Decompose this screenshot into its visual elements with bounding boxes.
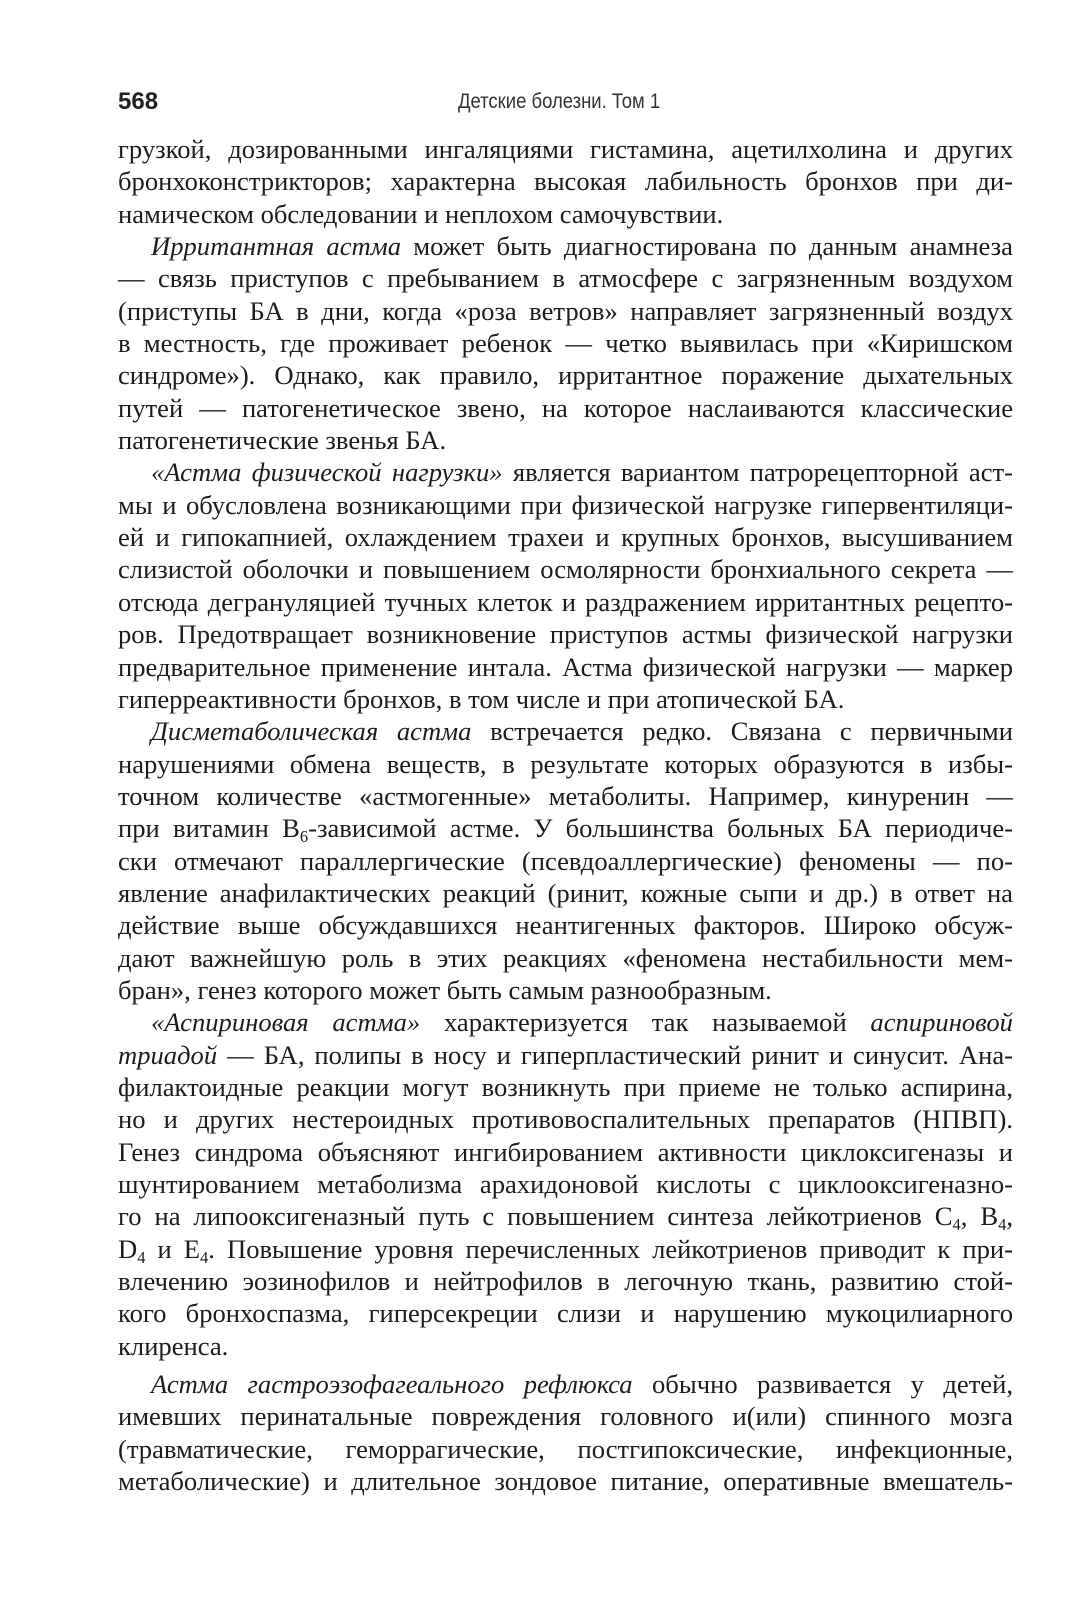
text-line: отсюда дегрануляцией тучных клеток и раздражением ирритантных рецепто- — [118, 586, 1013, 617]
page-header — [118, 88, 1013, 120]
text-line: ей и гипокапнией, охлаждением трахеи и крупных бронхов, высушиванием — [118, 522, 1013, 553]
text-line: (травматические, геморрагические, постгипоксические, инфекционные, — [118, 1433, 1013, 1464]
text-line: Дисметаболическая астма встречается редко. Связана с первичными — [151, 716, 1013, 747]
text-line: путей — патогенетическое звено, на которое наслаиваются классические — [118, 392, 1013, 423]
text-line: грузкой, дозированными ингаляциями гистамина, ацетилхолина и других — [118, 134, 1013, 164]
text-line: явление анафилактических реакций (ринит, кожные сыпи и др.) в ответ на — [118, 877, 1013, 908]
text-line: слизистой оболочки и повышением осмолярности бронхиального секрета — — [118, 554, 1013, 585]
text-line: дают важнейшую роль в этих реакциях «феномена нестабильности мем- — [118, 942, 1013, 973]
text-line: мы и обусловлена возникающими при физической нагрузке гипервентиляци- — [118, 489, 1013, 520]
text-line: действие выше обсуждавшихся неантигенных факторов. Широко обсуж- — [118, 910, 1013, 941]
text-line: патогенетические звенья БА. — [118, 425, 447, 456]
subscript: 4 — [200, 1247, 209, 1267]
subscript: 6 — [299, 827, 309, 847]
text-line: гиперреактивности бронхов, в том числе и при атопической БА. — [118, 683, 845, 714]
subscript: 4 — [952, 1215, 961, 1235]
text-line: кого бронхоспазма, гиперсекреции слизи и нарушению мукоцилиарного — [118, 1298, 1013, 1329]
text-line: Астма гастроэзофагеального рефлюкса обычно развивается у детей, — [151, 1369, 1013, 1400]
text-line: «Астма физической нагрузки» является вариантом патрорецепторной аст- — [151, 457, 1014, 488]
text-line: Ирритантная астма может быть диагностирована по данным анамнеза — [151, 231, 1013, 262]
text-line: $D_4$ и $Е_4$. Повышение уровня перечисленных лейкотриенов приводит к при- — [118, 1233, 1014, 1267]
text-line: при витамин $В_6$-зависимой астме. У большинства больных БА периодиче- — [118, 813, 1013, 847]
text-line: синдроме»). Однако, как правило, ирритантное поражение дыхательных — [118, 360, 1013, 391]
text-line: метаболические) и длительное зондовое питание, оперативные вмешатель- — [118, 1466, 1013, 1497]
text-line: (приступы БА в дни, когда «роза ветров» направляет загрязненный воздух — [118, 295, 1013, 326]
term-italic: триадой — [118, 1039, 218, 1070]
text-line: филактоидные реакции могут возникнуть при приеме не только аспирина, — [118, 1071, 1013, 1102]
text-line: точном количестве «астмогенные» метаболиты. Например, кинуренин — — [118, 780, 1013, 811]
text-line: влечению эозинофилов и нейтрофилов в легочную ткань, развитию стой- — [118, 1266, 1013, 1297]
running-title: Детские болезни. Том 1 — [458, 90, 661, 113]
text-line: бронхоконстрикторов; характерна высокая лабильность бронхов при ди- — [118, 166, 1013, 197]
text-line: триадой — БА, полипы в носу и гиперпластический ринит и синусит. Ана- — [118, 1039, 1013, 1070]
text-line: нарушениями обмена веществ, в результате которых образуются в избы- — [118, 748, 1013, 779]
term-italic: Астма гастроэзофагеального рефлюкса — [151, 1369, 633, 1400]
term-italic: Дисметаболическая астма — [151, 716, 472, 747]
page-number: 568 — [118, 88, 159, 115]
subscript: 4 — [998, 1215, 1007, 1235]
term-italic: «Астма физической нагрузки» — [151, 457, 503, 488]
text-line: — связь приступов с пребыванием в атмосфере с загрязненным воздухом — [118, 263, 1013, 294]
term-italic: Ирритантная астма — [151, 231, 402, 262]
term-italic: аспириновой — [870, 1007, 1013, 1038]
text-line: «Аспириновая астма» характеризуется так называемой аспириновой — [151, 1007, 1013, 1038]
text-line: имевших перинатальные повреждения головного и(или) спинного мозга — [118, 1401, 1013, 1432]
text-line: клиренса. — [118, 1330, 229, 1361]
term-italic: «Аспириновая астма» — [151, 1007, 421, 1038]
text-line: го на липооксигеназный путь с повышением синтеза лейкотриенов $С_4$, $В_4$, — [118, 1201, 1014, 1235]
text-line: Генез синдрома объясняют ингибированием активности циклоксигеназы и — [118, 1136, 1013, 1167]
subscript: 4 — [137, 1247, 146, 1267]
text-line: ров. Предотвращает возникновение приступов астмы физической нагрузки — [118, 619, 1013, 650]
text-line: в местность, где проживает ребенок — четко выявилась при «Киришском — [118, 328, 1013, 359]
text-line: предварительное применение интала. Астма физической нагрузки — маркер — [118, 651, 1013, 682]
text-line: но и других нестероидных противовоспалительных препаратов (НПВП). — [118, 1104, 1013, 1135]
text-line: ски отмечают параллергические (псевдоаллергические) феномены — по- — [118, 845, 1013, 876]
text-line: намическом обследовании и неплохом самочувствии. — [118, 198, 724, 229]
text-line: бран», генез которого может быть самым разнообразным. — [118, 974, 772, 1005]
text-line: шунтированием метаболизма арахидоновой кислоты с циклооксигеназно- — [118, 1169, 1013, 1199]
body-text — [118, 133, 1013, 1497]
